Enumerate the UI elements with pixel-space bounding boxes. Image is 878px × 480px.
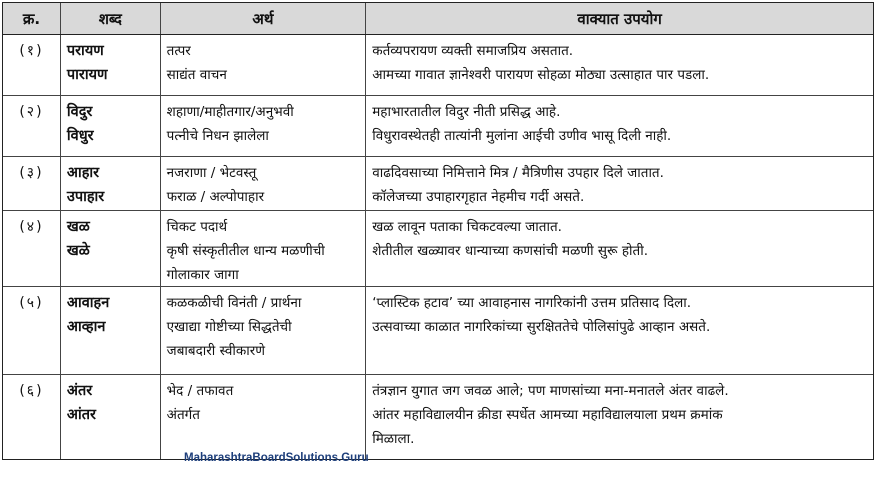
row-number: (१) (3, 35, 61, 95)
watermark: MaharashtraBoardSolutions.Guru (184, 452, 369, 464)
usage-sentence: उत्सवाच्या काळात नागरिकांच्या सुरक्षिततेचे पोलिसांपुढे आव्हान असते. (372, 319, 711, 335)
word: पारायण (66, 67, 108, 83)
usage-cell (366, 287, 873, 374)
row-number: (५) (3, 287, 61, 374)
word-cell (61, 287, 161, 374)
word: विदुर (66, 104, 93, 120)
word: आव्हान (66, 319, 106, 335)
meaning-line: साद्यंत वाचन (166, 67, 227, 83)
usage-sentence: मिळाला. (372, 431, 415, 447)
table-row (3, 35, 873, 96)
usage-sentence: कॉलेजच्या उपाहारगृहात नेहमीच गर्दी असते. (372, 189, 585, 205)
usage-sentence: वाढदिवसाच्या निमित्ताने मित्र / मैत्रिणीस उपहार दिले जातात. (372, 165, 664, 181)
vocabulary-table (2, 2, 874, 460)
table-row (3, 287, 873, 375)
usage-cell (366, 35, 873, 95)
meaning-line: तत्पर (166, 43, 191, 59)
word: आवाहन (66, 295, 110, 311)
word: आहार (66, 165, 100, 181)
usage-sentence: आंतर महाविद्यालयीन क्रीडा स्पर्धेत आमच्या महाविद्यालयाला प्रथम क्रमांक (372, 407, 723, 423)
word: खळ (66, 219, 90, 235)
usage-sentence: आमच्या गावात ज्ञानेश्वरी पारायण सोहळा मोठ्या उत्साहात पार पडला. (372, 67, 710, 83)
meaning-line: गोलाकार जागा (166, 267, 239, 283)
usage-sentence: विधुरावस्थेतही तात्यांनी मुलांना आईची उणीव भासू दिली नाही. (372, 128, 672, 144)
row-number: (६) (3, 375, 61, 459)
usage-sentence: ‘प्लास्टिक हटाव’ च्या आवाहनास नागरिकांनी उत्तम प्रतिसाद दिला. (372, 295, 692, 311)
header-word: शब्द (61, 3, 161, 34)
word-cell (61, 375, 161, 459)
table-row (3, 157, 873, 211)
word: अंतर (66, 383, 93, 399)
meaning-cell (161, 375, 367, 459)
usage-sentence: महाभारतातील विदुर नीती प्रसिद्ध आहे. (372, 104, 561, 120)
usage-cell (366, 375, 873, 459)
word: विधुर (66, 128, 94, 144)
meaning-line: शहाणा/माहीतगार/अनुभवी (166, 104, 294, 120)
row-number: (३) (3, 157, 61, 210)
header-number: क्र. (3, 3, 61, 34)
usage-cell (366, 96, 873, 156)
meaning-line: कळकळीची विनंती / प्रार्थना (166, 295, 302, 311)
meaning-line: पत्नीचे निधन झालेला (166, 128, 269, 144)
table-row (3, 211, 873, 287)
table-row (3, 96, 873, 157)
meaning-line: भेद / तफावत (166, 383, 234, 399)
meaning-cell (161, 157, 367, 210)
meaning-line: चिकट पदार्थ (166, 219, 228, 235)
meaning-line: नजराणा / भेटवस्तू (166, 165, 257, 181)
meaning-cell (161, 211, 367, 286)
meaning-line: कृषी संस्कृतीतील धान्य मळणीची (166, 243, 325, 259)
usage-sentence: शेतीतील खळ्यावर धान्याच्या कणसांची मळणी सुरू होती. (372, 243, 648, 259)
header-meaning: अर्थ (161, 3, 367, 34)
meaning-cell (161, 96, 367, 156)
row-number: (४) (3, 211, 61, 286)
usage-sentence: कर्तव्यपरायण व्यक्ती समाजप्रिय असतात. (372, 43, 574, 59)
meaning-line: जबाबदारी स्वीकारणे (166, 343, 265, 359)
word: उपाहार (66, 189, 105, 205)
meaning-line: एखाद्या गोष्टीच्या सिद्धतेची (166, 319, 292, 335)
word-cell (61, 35, 161, 95)
table-header (3, 3, 873, 35)
usage-cell (366, 211, 873, 286)
usage-cell (366, 157, 873, 210)
meaning-line: अंतर्गत (166, 407, 200, 423)
row-number: (२) (3, 96, 61, 156)
word: खळे (66, 243, 90, 259)
word: परायण (66, 43, 104, 59)
meaning-line: फराळ / अल्पोपाहार (166, 189, 265, 205)
meaning-cell (161, 287, 367, 374)
meaning-cell (161, 35, 367, 95)
usage-sentence: तंत्रज्ञान युगात जग जवळ आले; पण माणसांच्या मना-मनातले अंतर वाढले. (372, 383, 729, 399)
header-usage: वाक्यात उपयोग (577, 9, 662, 28)
word-cell (61, 157, 161, 210)
word-cell (61, 211, 161, 286)
usage-sentence: खळ लावून पताका चिकटवल्या जातात. (372, 219, 562, 235)
word: आंतर (66, 407, 96, 423)
table-row (3, 375, 873, 459)
word-cell (61, 96, 161, 156)
